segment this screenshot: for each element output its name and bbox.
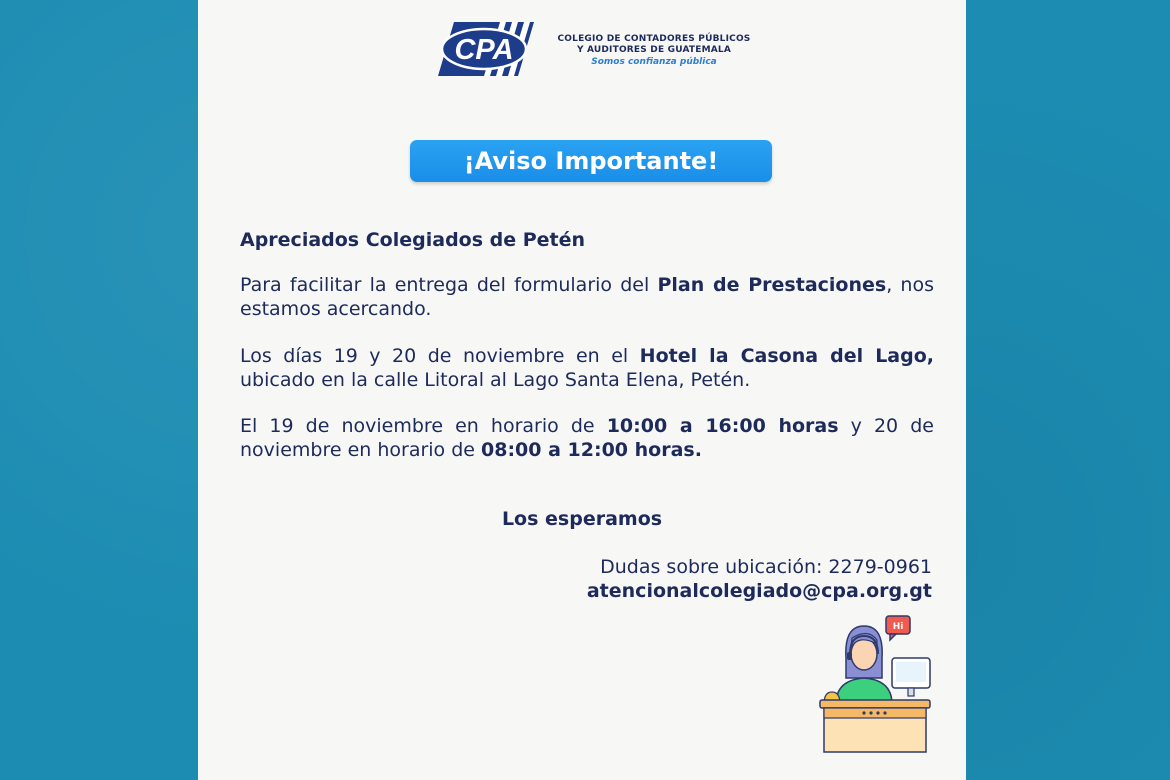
closing-text: Los esperamos (501, 508, 663, 530)
svg-text:Hi: Hi (892, 622, 904, 632)
paragraph-text: ubicado en la calle Litoral al Lago Santa Elena, Petén. (240, 369, 751, 391)
paragraph-location (240, 344, 934, 392)
paragraph-text: Para facilitar la entrega del formulario del (240, 274, 658, 296)
notice-card (198, 0, 966, 780)
plan-name: Plan de Prestaciones (657, 274, 887, 296)
paragraph-text: El 19 de noviembre en horario de (240, 415, 607, 437)
paragraph-text: y 20 de noviembre en horario de (240, 415, 934, 461)
paragraph-text: Los días 19 y 20 de noviembre en el (240, 345, 640, 367)
schedule-day2: 08:00 a 12:00 horas. (481, 439, 702, 461)
contact-info (587, 555, 932, 603)
paragraph-schedule (240, 414, 934, 462)
paragraph-text: , nos estamos acercando. (240, 274, 934, 320)
svg-text:CPA: CPA (454, 34, 514, 66)
org-name-line2: Y AUDITORES DE GUATEMALA (576, 45, 732, 55)
tagline: Somos confianza pública (591, 57, 717, 67)
email-address: atencionalcolegiado@cpa.org.gt (586, 580, 932, 602)
schedule-day1: 10:00 a 16:00 horas (606, 415, 839, 437)
speech-bubble-icon (886, 616, 910, 640)
phone-line: Dudas sobre ubicación: 2279-0961 (600, 556, 932, 578)
paragraph-delivery (240, 273, 934, 321)
greeting: Apreciados Colegiados de Petén (240, 229, 586, 251)
cpa-logo (438, 22, 534, 76)
notice-banner: ¡Aviso Importante! (410, 140, 772, 182)
org-name-line1: COLEGIO DE CONTADORES PÚBLICOS (557, 34, 751, 44)
receptionist-icon (818, 612, 938, 754)
hotel-name: Hotel la Casona del Lago, (639, 345, 934, 367)
org-name (554, 34, 754, 68)
